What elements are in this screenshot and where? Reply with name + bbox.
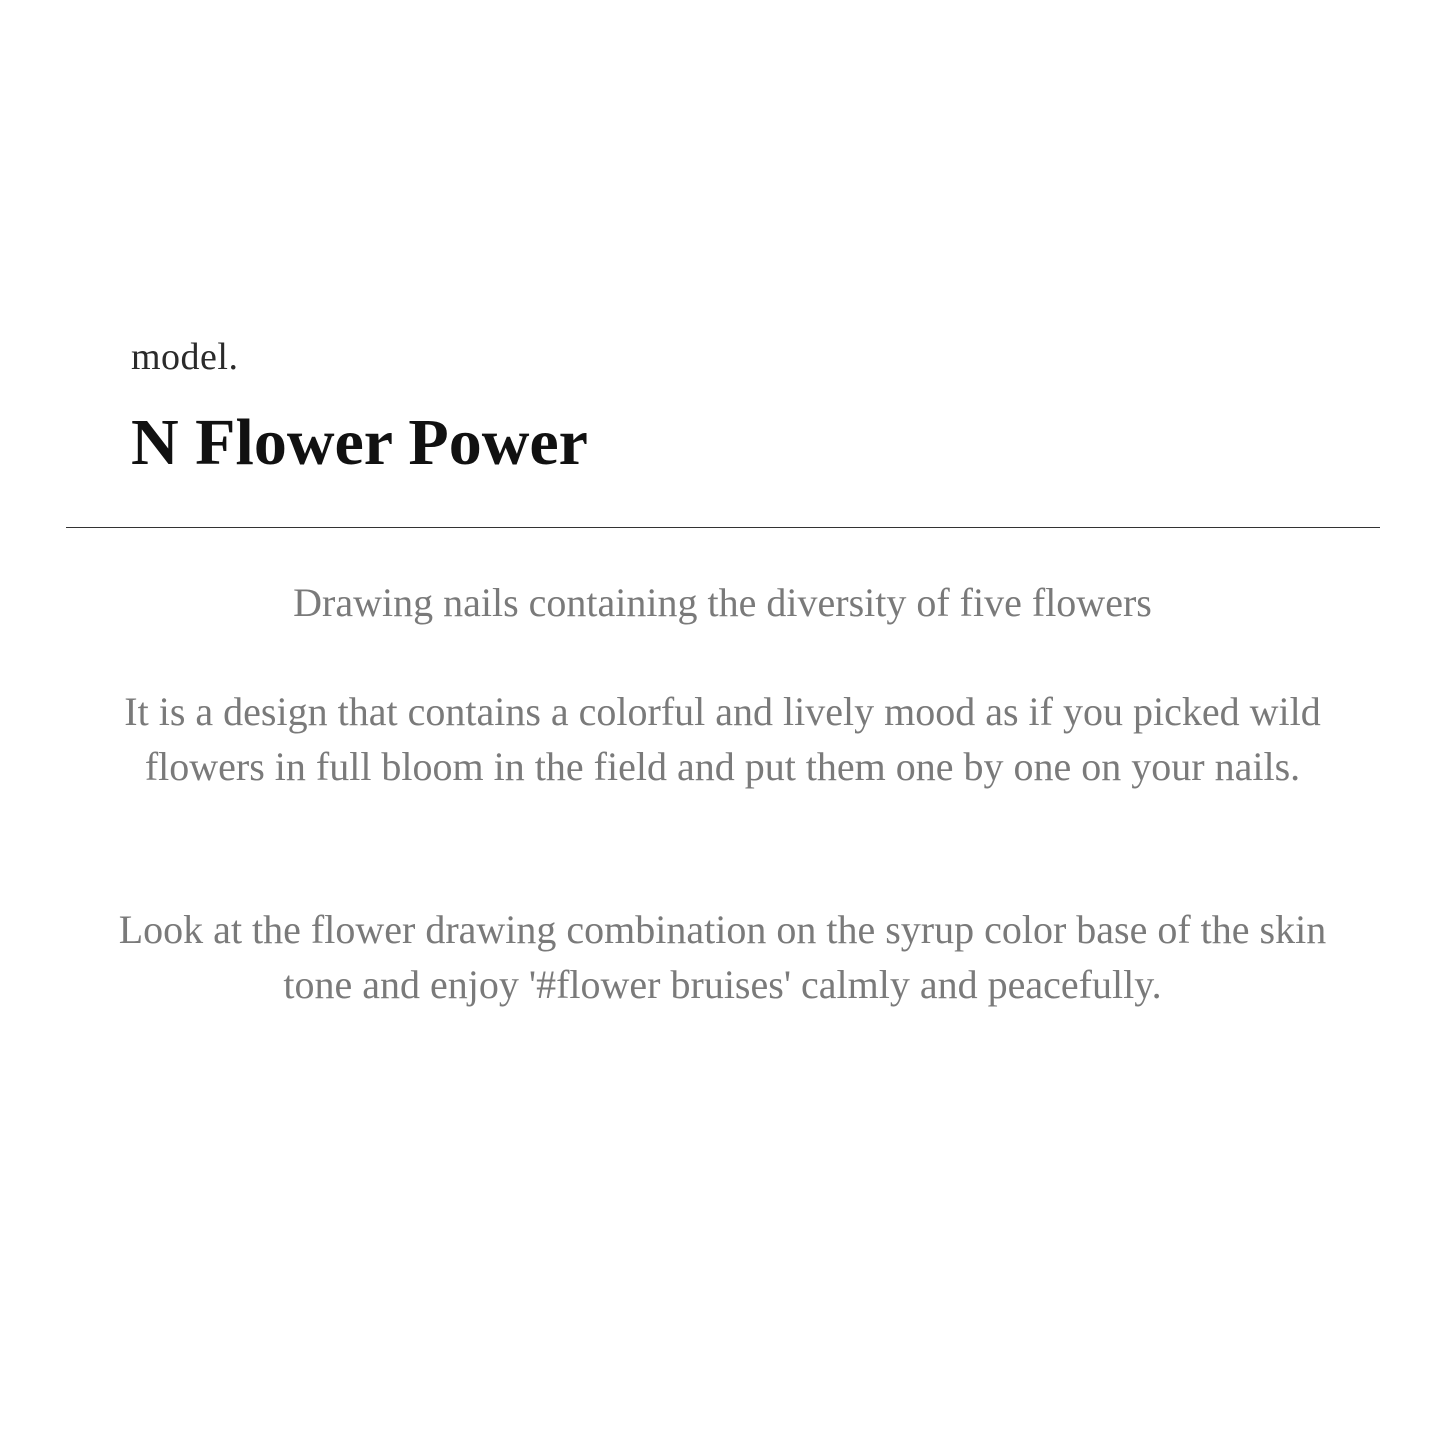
description-paragraph-1: Drawing nails containing the diversity of five flowers bbox=[293, 580, 1152, 625]
model-label: model. bbox=[131, 336, 239, 378]
description-paragraph-2: It is a design that contains a colorful and lively mood as if you picked wild flowers in full bloom in the field and put them one by one on your nails. bbox=[124, 689, 1321, 789]
description-paragraph-3: Look at the flower drawing combination on the syrup color base of the skin tone and enjoy '#flower bruises' calmly and peacefully. bbox=[118, 907, 1327, 1007]
product-title: N Flower Power bbox=[131, 406, 588, 479]
divider bbox=[66, 527, 1380, 528]
